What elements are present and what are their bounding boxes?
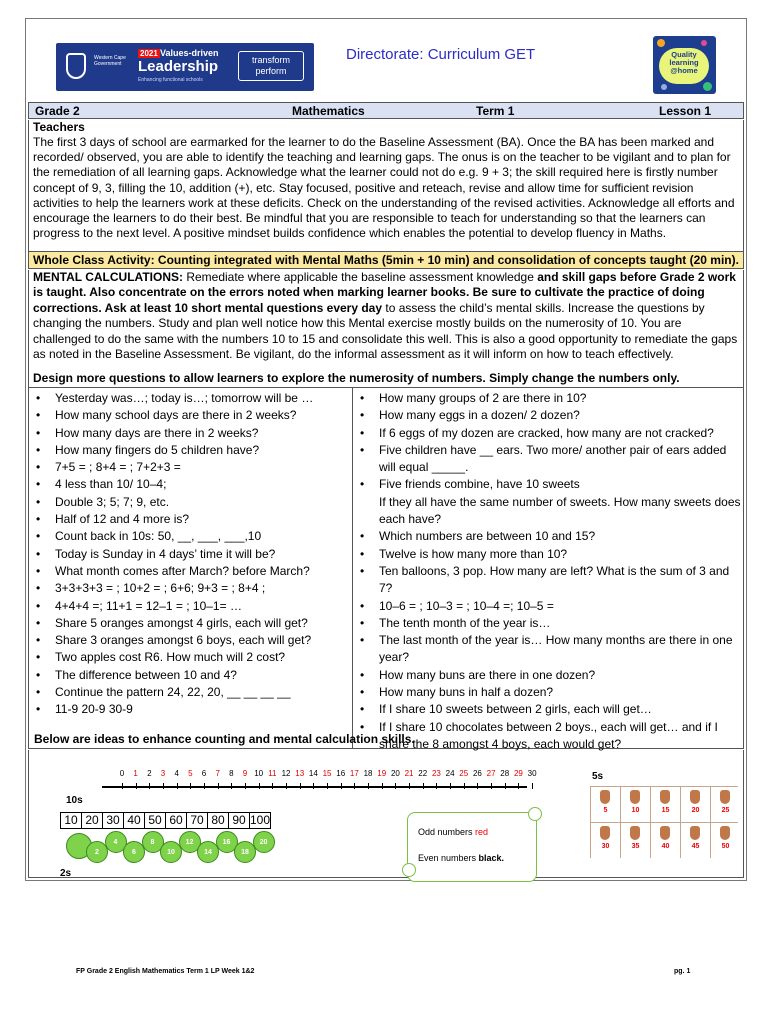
number-line-number: 22	[418, 769, 428, 778]
hand-icon	[660, 826, 670, 840]
number-line-tick	[122, 783, 123, 789]
leadership-logo	[56, 43, 314, 91]
number-line-tick	[231, 783, 232, 789]
number-line-tick	[477, 783, 478, 789]
directorate-title: Directorate: Curriculum GET	[346, 46, 536, 63]
quality-learning-logo	[653, 36, 716, 94]
caterpillar-segment: 18	[234, 841, 256, 863]
number-line-tick	[177, 783, 178, 789]
number-line-number: 25	[459, 769, 469, 778]
design-questions-note: Design more questions to allow learners to explore the numerosity of numbers. Simply change the numbers only.	[28, 371, 744, 388]
question-item: • 7+5 = ; 8+4 = ; 7+2+3 =	[33, 459, 351, 476]
question-item: • Ten balloons, 3 pop. How many are left? What is the sum of 3 and 7?	[357, 563, 742, 598]
fives-number: 30	[601, 843, 610, 850]
number-line-tick	[136, 783, 137, 789]
hand-icon	[690, 826, 700, 840]
fives-number: 10	[631, 807, 640, 814]
number-line-number: 11	[268, 769, 277, 778]
number-line-tick	[436, 783, 437, 789]
number-line-tick	[368, 783, 369, 789]
lesson-info-row	[28, 102, 744, 119]
caterpillar-segment: 2	[86, 841, 108, 863]
question-item: • If 6 eggs of my dozen are cracked, how many are not cracked?	[357, 425, 742, 442]
number-line-number: 0	[119, 769, 125, 778]
odd-numbers-note	[418, 827, 488, 837]
number-line-number: 12	[281, 769, 291, 778]
mental-calculations-section	[28, 270, 744, 387]
question-item: • How many groups of 2 are there in 10?	[357, 390, 742, 407]
number-line-number: 7	[215, 769, 220, 778]
question-item: • The tenth month of the year is…	[357, 615, 742, 632]
question-item: • Double 3; 5; 7; 9, etc.	[33, 494, 351, 511]
dot-icon	[703, 82, 712, 91]
tens-cell: 50	[144, 812, 166, 829]
question-item: • The last month of the year is… How many months are there in one year?	[357, 632, 742, 667]
question-item: • 11-9 20-9 30-9	[33, 701, 351, 718]
mental-text	[33, 270, 739, 362]
number-line-tick	[300, 783, 301, 789]
number-line-tick	[505, 783, 506, 789]
number-line-number: 8	[229, 769, 234, 778]
question-item: • Five children have __ ears. Two more/ another pair of ears added will equal _____.	[357, 442, 742, 477]
question-item: • Today is Sunday in 4 days’ time it will be?	[33, 546, 351, 563]
number-line-number: 28	[500, 769, 510, 778]
even-numbers-note	[418, 853, 504, 863]
fives-number: 40	[661, 843, 670, 850]
question-item: • 4 less than 10/ 10–4;	[33, 476, 351, 493]
question-item: • Which numbers are between 10 and 15?	[357, 528, 742, 545]
fives-hand-grid	[590, 786, 738, 858]
number-line-tick	[190, 783, 191, 789]
questions-right-column	[357, 390, 742, 753]
odd-even-scroll	[407, 812, 537, 882]
question-item: • Twelve is how many more than 10?	[357, 546, 742, 563]
number-line-number: 16	[336, 769, 346, 778]
question-item: • 4+4+4 =; 11+1 = 12–1 = ; 10–1= …	[33, 598, 351, 615]
tens-cell: 70	[186, 812, 208, 829]
number-line-number: 10	[254, 769, 264, 778]
teachers-text: The first 3 days of school are earmarked for the learner to do the Baseline Assessment (BA). Once the BA has been marked and recorded/ observed, you are able to identify the teaching and learning gaps. The onus is on the teacher to be vigilant and to plan for the remediation of all learning gaps. Acknowledge what the learner could not do e.g. 9 + 3; the skill required here is firstly number concept of 9, 3, filling the 10, addition (+), etc. Stay focused, positive and reteach, revise and allow time for sufficient revision activities to help the learners work at these deficits. Check on the understanding of the revised activities. Acknowledge all efforts and encourage the learners to do their best. Be mindful that you are responsible to teach for understanding so that the learners can progress to the next level. A positive mindset builds confidence which enables the potential to develop fluency in Maths.	[33, 135, 735, 241]
hand-icon	[630, 826, 640, 840]
question-item: • How many buns are there in one dozen?	[357, 667, 742, 684]
number-line-number: 24	[445, 769, 455, 778]
fives-cell	[681, 823, 710, 858]
fives-cell	[651, 787, 680, 822]
ideas-title: Below are ideas to enhance counting and mental calculation skills.	[34, 732, 415, 746]
odd-word: red	[475, 827, 489, 837]
question-item: • How many eggs in a dozen/ 2 dozen?	[357, 407, 742, 424]
questions-table	[28, 388, 744, 749]
fives-cell	[591, 823, 620, 858]
even-prefix: Even numbers	[418, 853, 479, 863]
fives-cell	[651, 823, 680, 858]
question-item: • Two apples cost R6. How much will 2 cost?	[33, 649, 351, 666]
footer-page-number: pg. 1	[674, 968, 691, 975]
tens-cell: 30	[102, 812, 124, 829]
caterpillar-segment: 8	[142, 831, 164, 853]
scroll-curl-icon	[528, 807, 542, 821]
hand-icon	[720, 826, 730, 840]
twos-label: 2s	[60, 868, 72, 879]
number-line-tick	[423, 783, 424, 789]
number-line-tick	[204, 783, 205, 789]
question-item: • 10–6 = ; 10–3 = ; 10–4 =; 10–5 =	[357, 598, 742, 615]
number-line-number: 17	[349, 769, 359, 778]
dot-icon	[661, 84, 667, 90]
logo-leadership: Leadership	[138, 58, 219, 75]
number-line-tick	[409, 783, 410, 789]
logo-enhancing: Enhancing functional schools	[138, 77, 203, 83]
question-item: • How many buns in half a dozen?	[357, 684, 742, 701]
number-line-tick	[313, 783, 314, 789]
number-line-number: 20	[390, 769, 400, 778]
number-line-tick	[450, 783, 451, 789]
whole-class-activity: Whole Class Activity: Counting integrated with Mental Maths (5min + 10 min) and consolidation of concepts taught (20 min).	[28, 251, 744, 269]
transform-perform-logo: transform perform	[238, 51, 304, 81]
question-item: • The difference between 10 and 4?	[33, 667, 351, 684]
number-line-tick	[149, 783, 150, 789]
scroll-curl-icon	[402, 863, 416, 877]
coat-of-arms-icon	[66, 53, 86, 79]
caterpillar-segment: 4	[105, 831, 127, 853]
number-line-number: 4	[174, 769, 179, 778]
question-item: • Five friends combine, have 10 sweets	[357, 476, 742, 493]
number-line-tick	[464, 783, 465, 789]
teachers-heading: Teachers	[33, 120, 85, 134]
number-line-tick	[163, 783, 164, 789]
question-item: • Share 3 oranges amongst 6 boys, each will get?	[33, 632, 351, 649]
question-item: • How many school days are there in 2 weeks?	[33, 407, 351, 424]
tens-cell: 10	[60, 812, 82, 829]
government-name: Western Cape Government	[94, 55, 126, 67]
number-line-tick	[327, 783, 328, 789]
number-line-number: 19	[377, 769, 387, 778]
tens-cell: 40	[123, 812, 145, 829]
number-line-number: 6	[201, 769, 207, 778]
number-line-tick	[218, 783, 219, 789]
number-line-tick	[286, 783, 287, 789]
logo-year: 2021	[140, 49, 158, 58]
number-line-number: 30	[527, 769, 537, 778]
hand-icon	[630, 790, 640, 804]
column-divider	[352, 388, 353, 748]
number-line-tick	[341, 783, 342, 789]
caterpillar-segment: 20	[253, 831, 275, 853]
mental-label: MENTAL CALCULATIONS:	[33, 270, 183, 284]
term-label: Term 1	[476, 104, 515, 118]
number-line-tick	[532, 783, 533, 789]
page-frame	[25, 18, 747, 881]
question-item: • Half of 12 and 4 more is?	[33, 511, 351, 528]
number-line-number: 27	[486, 769, 496, 778]
fives-number: 50	[721, 843, 730, 850]
hand-icon	[600, 826, 610, 840]
fives-number: 15	[661, 807, 670, 814]
number-line-number: 26	[472, 769, 482, 778]
number-line-number: 1	[133, 769, 138, 778]
question-item: If they all have the same number of sweets. How many sweets does each have?	[379, 494, 741, 527]
number-line-tick	[259, 783, 260, 789]
question-item: • Continue the pattern 24, 22, 20, __ __ __ __	[33, 684, 351, 701]
caterpillar-segment: 14	[197, 841, 219, 863]
fives-number: 25	[721, 807, 730, 814]
questions-left-column	[33, 390, 351, 719]
number-line-number: 29	[513, 769, 523, 778]
fives-cell	[711, 787, 740, 822]
mental-part1: Remediate where applicable the baseline assessment knowledge	[182, 270, 538, 284]
mental-bold1: and skill gaps before Grade 2 work is taught. Also concentrate on the errors noted when marking learner books. Be sure to cultivate the practice of doing corrections. Ask at least 10 short mental questions every day	[33, 270, 736, 315]
caterpillar-segment: 16	[216, 831, 238, 853]
question-item: • 3+3+3+3 = ; 10+2 = ; 6+6; 9+3 = ; 8+4 ;	[33, 580, 351, 597]
number-line	[102, 767, 537, 791]
number-line-number: 14	[308, 769, 318, 778]
caterpillar-segment: 12	[179, 831, 201, 853]
number-line-tick	[382, 783, 383, 789]
fives-cell	[621, 823, 650, 858]
number-line-tick	[272, 783, 273, 789]
fives-number: 20	[691, 807, 700, 814]
question-item: • How many fingers do 5 children have?	[33, 442, 351, 459]
even-word: black.	[478, 853, 505, 863]
question-item: • If I share 10 chocolates between 2 boys., each will get… and if I share the 8 amongst 4 boys, each would get?	[357, 719, 742, 754]
number-line-number: 15	[322, 769, 332, 778]
number-line-tick	[491, 783, 492, 789]
quality-learning-text: Quality learning @home	[659, 48, 709, 84]
question-item: • How many days are there in 2 weeks?	[33, 425, 351, 442]
tens-cell: 20	[81, 812, 103, 829]
hand-icon	[600, 790, 610, 804]
number-line-number: 2	[147, 769, 152, 778]
grade-label: Grade 2	[35, 104, 80, 118]
number-line-number: 23	[431, 769, 441, 778]
fives-number: 35	[631, 843, 640, 850]
number-line-tick	[395, 783, 396, 789]
tens-label: 10s	[66, 795, 83, 806]
fives-number: 45	[691, 843, 700, 850]
number-line-tick	[245, 783, 246, 789]
lesson-label: Lesson 1	[659, 104, 712, 118]
fives-cell	[621, 787, 650, 822]
question-item: • What month comes after March? before March?	[33, 563, 351, 580]
question-item: • If I share 10 sweets between 2 girls, each will get…	[357, 701, 742, 718]
fives-cell	[711, 823, 740, 858]
twos-caterpillar	[66, 827, 281, 877]
logo-values: Values-driven	[160, 48, 219, 58]
mental-part2: to assess the child’s mental skills. Increase the questions by changing the numbers. Study and plan well notice how this Mental exercise mostly builds on the numerosity of 10. You are challenged to do the same with the numbers 10 to 15 and consolidate this well. This is also a good opportunity to remediate the gaps as noted in the Baseline Assessment. Be vigilant, do the informal assessment as it will inform on how to teach effectively.	[33, 300, 738, 362]
number-line-number: 13	[295, 769, 305, 778]
number-line-number: 3	[160, 769, 166, 778]
number-line-number: 21	[404, 769, 414, 778]
fives-label: 5s	[592, 771, 604, 782]
tens-cell: 90	[228, 812, 250, 829]
dot-icon	[701, 40, 707, 46]
page-header	[26, 19, 746, 101]
hand-icon	[720, 790, 730, 804]
number-line-number: 5	[188, 769, 193, 778]
hand-icon	[690, 790, 700, 804]
fives-number: 5	[603, 807, 608, 814]
teachers-section	[28, 120, 744, 267]
caterpillar-segment: 10	[160, 841, 182, 863]
number-line-tick	[518, 783, 519, 789]
footer-title: FP Grade 2 English Mathematics Term 1 LP Week 1&2	[76, 968, 255, 975]
odd-prefix: Odd numbers	[418, 827, 476, 837]
fives-cell	[591, 787, 620, 822]
fives-cell	[681, 787, 710, 822]
tens-cell: 60	[165, 812, 187, 829]
tens-cell: 100	[250, 813, 271, 827]
number-line-number: 9	[242, 769, 248, 778]
tens-cell: 80	[207, 812, 229, 829]
caterpillar-segment: 6	[123, 841, 145, 863]
question-item: • Count back in 10s: 50, __, ___, ___,10	[33, 528, 351, 545]
number-line-number: 18	[363, 769, 373, 778]
question-item: • Yesterday was…; today is…; tomorrow will be …	[33, 390, 351, 407]
subject-label: Mathematics	[292, 104, 365, 118]
question-item: • Share 5 oranges amongst 4 girls, each will get?	[33, 615, 351, 632]
hand-icon	[660, 790, 670, 804]
number-line-tick	[354, 783, 355, 789]
dot-icon	[657, 39, 665, 47]
